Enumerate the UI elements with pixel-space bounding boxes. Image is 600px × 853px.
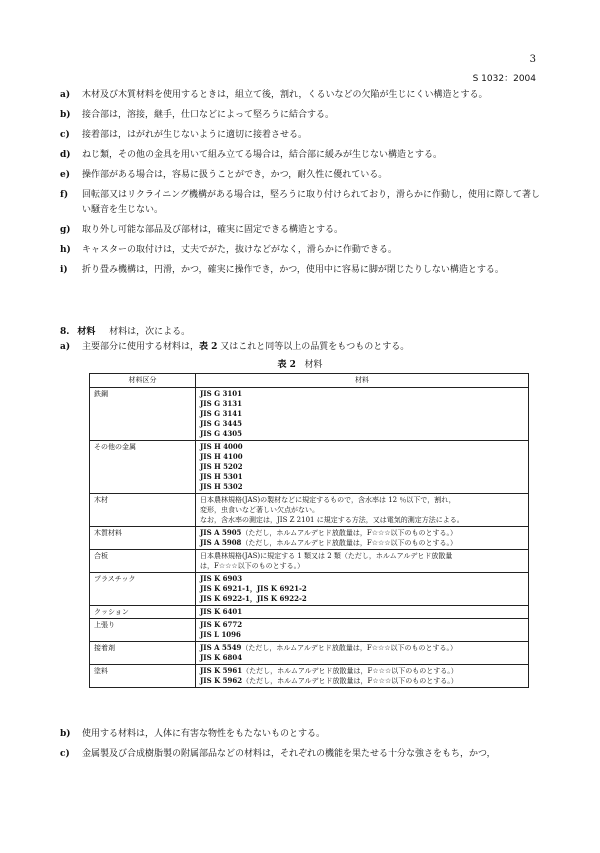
item-text: 接合部は，溶接，継手，仕口などによって堅ろうに結合する。 xyxy=(82,110,335,120)
item-text: 木材及び木質材料を使用するときは，組立て後，割れ，くるいなどの欠陥が生じにくい構造とする。 xyxy=(82,90,488,100)
list-item xyxy=(60,168,540,183)
item-text-part: 又はこれと同等以上の品質をもつものとする。 xyxy=(217,342,410,352)
item-label: a) xyxy=(60,90,71,100)
material-line xyxy=(200,495,524,505)
material-line xyxy=(200,528,524,538)
material-line xyxy=(200,515,524,525)
material-line xyxy=(200,452,524,462)
material-note: （ただし，ホルムアルデヒド放散量は，F☆☆☆以下のものとする。） xyxy=(241,539,458,547)
material-note: （ただし，ホルムアルデヒド放散量は，F☆☆☆以下のものとする。） xyxy=(242,667,458,675)
standard-code: JIS G 3131 xyxy=(200,399,242,408)
standard-code: JIS A 5905 xyxy=(200,528,242,537)
list-item xyxy=(60,727,540,742)
material-line xyxy=(200,561,524,571)
section-intro: 材料は，次による。 xyxy=(109,327,191,337)
table-row xyxy=(90,441,529,494)
material-note: は，F☆☆☆以下のものとする。） xyxy=(200,562,305,570)
material-note: （ただし，ホルムアルデヒド放散量は，F☆☆☆以下のものとする。） xyxy=(241,529,458,537)
item-text: 取り外し可能な部品及び部材は，確実に固定できる構造とする。 xyxy=(82,225,344,235)
item-label: c) xyxy=(60,130,70,140)
material-line xyxy=(200,472,524,482)
standard-code: JIS G 3445 xyxy=(200,419,242,428)
material-line xyxy=(200,482,524,492)
item-text xyxy=(82,340,540,355)
item-label: b) xyxy=(60,729,71,739)
table-header-row xyxy=(90,374,529,388)
material-note: （ただし，ホルムアルデヒド放散量は，F☆☆☆以下のものとする。） xyxy=(242,677,458,685)
standard-code: JIS G 4305 xyxy=(200,429,242,438)
item-text: 使用する材料は，人体に有害な物性をもたないものとする。 xyxy=(82,729,326,739)
material-line xyxy=(200,630,524,640)
material-cell xyxy=(196,527,529,550)
list-item xyxy=(60,108,540,123)
material-category: 接着剤 xyxy=(90,642,196,665)
item-text: 回転部又はリクライニング機構がある場合は，堅ろうに取り付けられており，滑らかに作動し，使用に際して著しい騒音を生じない。 xyxy=(82,190,541,215)
table-body xyxy=(90,388,529,688)
item-label: f) xyxy=(60,190,69,200)
material-note: 変形，虫食いなど著しい欠点がない。 xyxy=(200,506,319,514)
table-reference: 表 2 xyxy=(199,342,218,352)
item-label: c) xyxy=(60,749,70,759)
material-line xyxy=(200,594,524,604)
list-item xyxy=(60,128,540,143)
material-line xyxy=(200,409,524,419)
list-item xyxy=(60,340,540,355)
material-category: 木質材料 xyxy=(90,527,196,550)
list-item xyxy=(60,263,540,278)
material-cell xyxy=(196,388,529,441)
list-item xyxy=(60,747,540,762)
material-category: クッション xyxy=(90,606,196,619)
standard-code: JIS H 5302 xyxy=(200,482,243,491)
material-line xyxy=(200,419,524,429)
material-category: プラスチック xyxy=(90,573,196,606)
materials-table xyxy=(89,373,529,688)
item-text: 金属製及び合成樹脂製の附属部品などの材料は，それぞれの機能を果たせる十分な強さをもち，かつ， xyxy=(82,749,496,759)
item-text: ねじ類，その他の金具を用いて組み立てる場合は，結合部に緩みが生じない構造とする。 xyxy=(82,150,443,160)
standard-code: JIS K 6922-1，JIS K 6922-2 xyxy=(200,594,307,603)
material-cell xyxy=(196,642,529,665)
page-number: 3 xyxy=(529,54,536,65)
material-line xyxy=(200,643,524,653)
material-line xyxy=(200,429,524,439)
table-row xyxy=(90,665,529,688)
table-number: 表 2 xyxy=(277,360,296,370)
standard-code: JIS K 6772 xyxy=(200,620,243,629)
material-category: その他の金属 xyxy=(90,441,196,494)
standard-code: JIS K 6903 xyxy=(200,574,243,583)
material-cell xyxy=(196,550,529,573)
list-item xyxy=(60,148,540,163)
material-note: 日本農林規格(JAS)に規定する 1 類又は 2 類（ただし，ホルムアルデヒド放散量 xyxy=(200,552,453,560)
material-line xyxy=(200,505,524,515)
requirements-list xyxy=(60,88,540,283)
table-caption xyxy=(0,357,600,370)
standard-code: JIS K 5962 xyxy=(200,676,243,685)
standard-code: JIS G 3101 xyxy=(200,389,242,398)
item-label: g) xyxy=(60,225,71,235)
material-line xyxy=(200,538,524,548)
item-label: h) xyxy=(60,245,71,255)
material-category: 合板 xyxy=(90,550,196,573)
standard-code: JIS K 5961 xyxy=(200,666,243,675)
standard-code: JIS A 5908 xyxy=(200,538,242,547)
item-text: 折り畳み機構は，円滑，かつ，確実に操作でき，かつ，使用中に容易に脚が閉じたりしない構造とする。 xyxy=(82,265,504,275)
standard-code: JIS L 1096 xyxy=(200,630,241,639)
list-item xyxy=(60,243,540,258)
standard-code: JIS K 6921-1，JIS K 6921-2 xyxy=(200,584,307,593)
material-cell xyxy=(196,619,529,642)
material-line xyxy=(200,620,524,630)
material-line xyxy=(200,462,524,472)
material-note: 日本農林規格(JAS)の製材などに規定するもので，含水率は 12 ％以下で，割れ， xyxy=(200,496,456,504)
standard-code: JIS H 4000 xyxy=(200,442,243,451)
material-line xyxy=(200,607,524,617)
standard-code: JIS H 4100 xyxy=(200,452,243,461)
requirements-list-continued xyxy=(60,727,540,767)
material-note: なお，含水率の測定は，JIS Z 2101 に規定する方法，又は電気的測定方法による。 xyxy=(200,516,464,524)
section-heading xyxy=(60,324,190,337)
material-category: 上張り xyxy=(90,619,196,642)
list-item xyxy=(60,223,540,238)
material-cell xyxy=(196,441,529,494)
table-row xyxy=(90,388,529,441)
table-row xyxy=(90,527,529,550)
material-note: （ただし，ホルムアルデヒド放散量は，F☆☆☆以下のものとする。） xyxy=(241,644,458,652)
material-line xyxy=(200,442,524,452)
standard-number: S 1032：2004 xyxy=(472,74,536,84)
item-text: 接着部は，はがれが生じないように適切に接着させる。 xyxy=(82,130,308,140)
section-title: 材料 xyxy=(77,327,96,337)
material-line xyxy=(200,676,524,686)
material-cell xyxy=(196,573,529,606)
standard-code: JIS G 3141 xyxy=(200,409,242,418)
standard-code: JIS A 5549 xyxy=(200,643,242,652)
list-item xyxy=(60,88,540,103)
item-label: i) xyxy=(60,265,68,275)
table-row xyxy=(90,606,529,619)
table-row xyxy=(90,619,529,642)
column-header: 材料 xyxy=(196,374,529,388)
table-row xyxy=(90,573,529,606)
item-text: 操作部がある場合は，容易に扱うことができ，かつ，耐久性に優れている。 xyxy=(82,170,388,180)
material-line xyxy=(200,584,524,594)
material-line xyxy=(200,551,524,561)
table-row xyxy=(90,550,529,573)
item-label: b) xyxy=(60,110,71,120)
standard-code: JIS K 6804 xyxy=(200,653,243,662)
item-label: a) xyxy=(60,342,71,352)
material-line xyxy=(200,399,524,409)
material-line xyxy=(200,574,524,584)
material-line xyxy=(200,666,524,676)
section-number: 8. xyxy=(60,327,70,337)
material-line xyxy=(200,389,524,399)
table-title: 材料 xyxy=(304,360,323,370)
item-text-part: 主要部分に使用する材料は， xyxy=(82,342,200,352)
item-label: e) xyxy=(60,170,70,180)
table-row xyxy=(90,642,529,665)
table-row xyxy=(90,494,529,527)
standard-code: JIS K 6401 xyxy=(200,607,243,616)
material-line xyxy=(200,653,524,663)
material-category: 木材 xyxy=(90,494,196,527)
material-category: 塗料 xyxy=(90,665,196,688)
column-header: 材料区分 xyxy=(90,374,196,388)
material-cell xyxy=(196,494,529,527)
material-cell xyxy=(196,606,529,619)
material-category: 鉄鋼 xyxy=(90,388,196,441)
standard-code: JIS H 5202 xyxy=(200,462,243,471)
item-text: キャスターの取付けは，丈夫でがた，抜けなどがなく，滑らかに作動できる。 xyxy=(82,245,397,255)
standard-code: JIS H 5301 xyxy=(200,472,243,481)
material-cell xyxy=(196,665,529,688)
item-label: d) xyxy=(60,150,71,160)
list-item xyxy=(60,188,540,218)
